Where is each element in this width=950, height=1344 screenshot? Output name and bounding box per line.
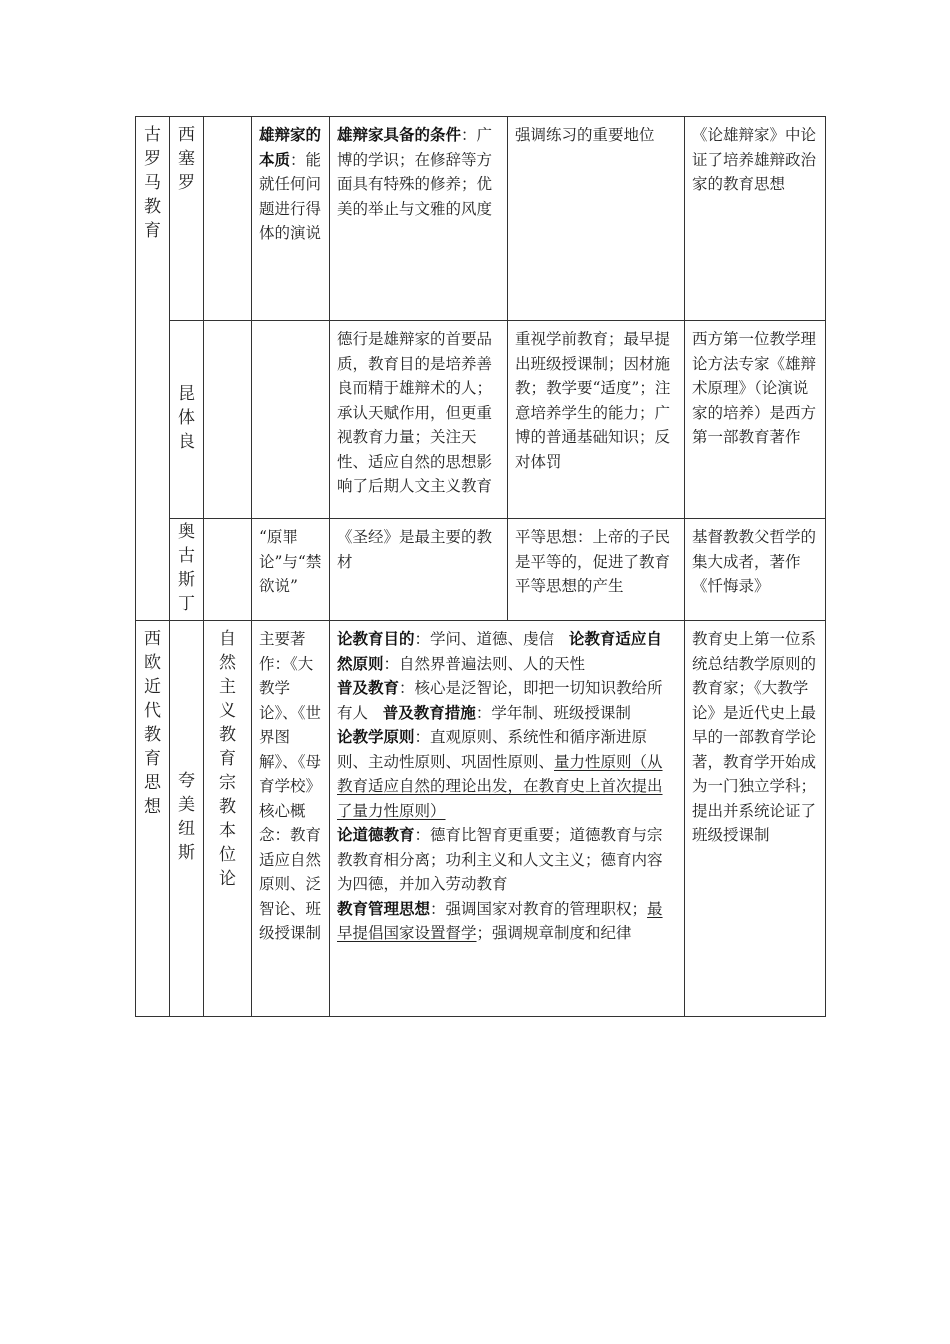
- bold-heading: 论教育目的: [337, 629, 415, 648]
- cell-text: ：广博的学识；在修辞等方面具有特殊的修养；优美的举止与文雅的风度: [337, 126, 493, 218]
- quintilian-virtue-cell: [330, 321, 508, 519]
- cell-text: 主要著作：《大教学论》、《世界图解》、《母育学校》核心概念：教育适应自然原则、泛智论、班级授课制: [259, 630, 322, 942]
- cell-text: 强调练习的重要地位: [515, 126, 655, 144]
- person-name: 奥古斯丁: [178, 521, 195, 614]
- cicero-practice-cell: [508, 117, 685, 321]
- cell-text: 教育史上第一位系统总结教学原则的教育家；《大教学论》是近代史上最早的一部教育学论著，教育学开始成为一门独立学科；提出并系统论证了班级授课制: [692, 630, 817, 844]
- era-label: 西欧近代教育思想: [144, 629, 161, 817]
- comenius-significance-cell: [685, 621, 826, 1017]
- cell-text: ：能就任何问题进行得体的演说: [259, 150, 322, 242]
- comenius-tag-cell: [204, 621, 252, 1017]
- era-cell-western-modern: [136, 621, 170, 1017]
- quintilian-teaching-cell: [508, 321, 685, 519]
- bold-heading: 论教学原则: [337, 727, 415, 746]
- aim-paragraph: [337, 627, 677, 676]
- table-row-augustine: [136, 519, 826, 621]
- universal-paragraph: [337, 676, 677, 725]
- table-row-comenius: [136, 621, 826, 1017]
- cicero-conditions-cell: [330, 117, 508, 321]
- cell-text: “原罪论”与“禁欲说”: [259, 528, 322, 595]
- bold-heading: 雄辩家的本质: [259, 125, 322, 169]
- cell-text: 德行是雄辩家的首要品质，教育目的是培养善良而精于雄辩术的人；承认天赋作用，但更重视教育力量；关注天性、适应自然的思想影响了后期人文主义教育: [337, 330, 493, 495]
- augustine-equality-cell: [508, 519, 685, 621]
- cell-text: ；强调规章制度和纪律: [476, 924, 632, 942]
- cell-text: 重视学前教育；最早提出班级授课制；因材施教；教学要“适度”；注意培养学生的能力；广博的普通基础知识；反对体罚: [515, 330, 671, 471]
- comenius-works-cell: [252, 621, 330, 1017]
- person-name-cell: [170, 117, 204, 321]
- era-cell-ancient-rome: [136, 117, 170, 621]
- table-row-cicero: [136, 117, 826, 321]
- augustine-doctrine-cell: [252, 519, 330, 621]
- moral-paragraph: [337, 823, 677, 897]
- person-name-cell: [170, 321, 204, 519]
- empty-cell: [204, 117, 252, 321]
- person-name: 夸美纽斯: [178, 770, 195, 863]
- bold-heading: 教育管理思想: [337, 898, 431, 918]
- era-label: 古罗马教育: [144, 125, 161, 241]
- cell-text: ：直观原则、系统性和循序渐进原则、主动性原则、巩固性原则、: [337, 728, 648, 771]
- admin-paragraph: [337, 897, 677, 946]
- principles-paragraph: [337, 725, 677, 823]
- bold-heading: 普及教育措施: [382, 702, 476, 722]
- empty-cell: [252, 321, 330, 519]
- cicero-work-cell: [685, 117, 826, 321]
- bold-heading: 普及教育: [337, 678, 400, 697]
- bold-heading: 雄辩家具备的条件: [337, 125, 462, 144]
- cell-text: 《论雄辩家》中论证了培养雄辩政治家的教育思想: [692, 126, 817, 193]
- empty-cell: [204, 519, 252, 621]
- cell-text: 基督教教父哲学的集大成者，著作《忏悔录》: [692, 528, 817, 595]
- cell-text: ：自然界普遍法则、人的天性: [383, 654, 586, 673]
- theory-tag: 自然主义教育宗教本位论: [219, 629, 236, 889]
- cell-text: ：学问、道德、虔信: [414, 630, 555, 648]
- bold-heading: 论教育适应自然原则: [337, 629, 662, 673]
- person-name-cell: [170, 621, 204, 1017]
- table-row-quintilian: [136, 321, 826, 519]
- cell-text: ：学年制、班级授课制: [475, 703, 631, 722]
- underlined-text: 量力性原则（从教育适应自然的理论出发，在教育史上首次提出了量力性原则）: [337, 752, 663, 820]
- cell-text: ：核心是泛智论，即把一切知识教给所有人: [337, 679, 663, 722]
- cicero-essence-cell: [252, 117, 330, 321]
- cell-text: 西方第一位教学理论方法专家《雄辩术原理》（论演说家的培养）是西方第一部教育著作: [692, 330, 817, 446]
- person-name: 昆体良: [178, 383, 195, 452]
- cell-text: 平等思想：上帝的子民是平等的，促进了教育平等思想的产生: [515, 528, 671, 595]
- comenius-thought-cell: [330, 621, 685, 1017]
- augustine-bible-cell: [330, 519, 508, 621]
- quintilian-work-cell: [685, 321, 826, 519]
- empty-cell: [204, 321, 252, 519]
- bold-heading: 论道德教育: [337, 825, 415, 844]
- person-name-cell: [170, 519, 204, 621]
- augustine-work-cell: [685, 519, 826, 621]
- cell-text: 《圣经》是最主要的教材: [337, 528, 493, 571]
- person-name: 西塞罗: [178, 125, 195, 193]
- cell-text: ：强调国家对教育的管理职权；: [430, 899, 648, 918]
- underlined-text: 最早提倡国家设置督学: [337, 899, 663, 942]
- cell-text: ：德育比智育更重要；道德教育与宗教教育相分离；功利主义和人文主义；德育内容为四德，并加入劳动教育: [337, 826, 663, 893]
- education-history-table: [135, 116, 826, 1017]
